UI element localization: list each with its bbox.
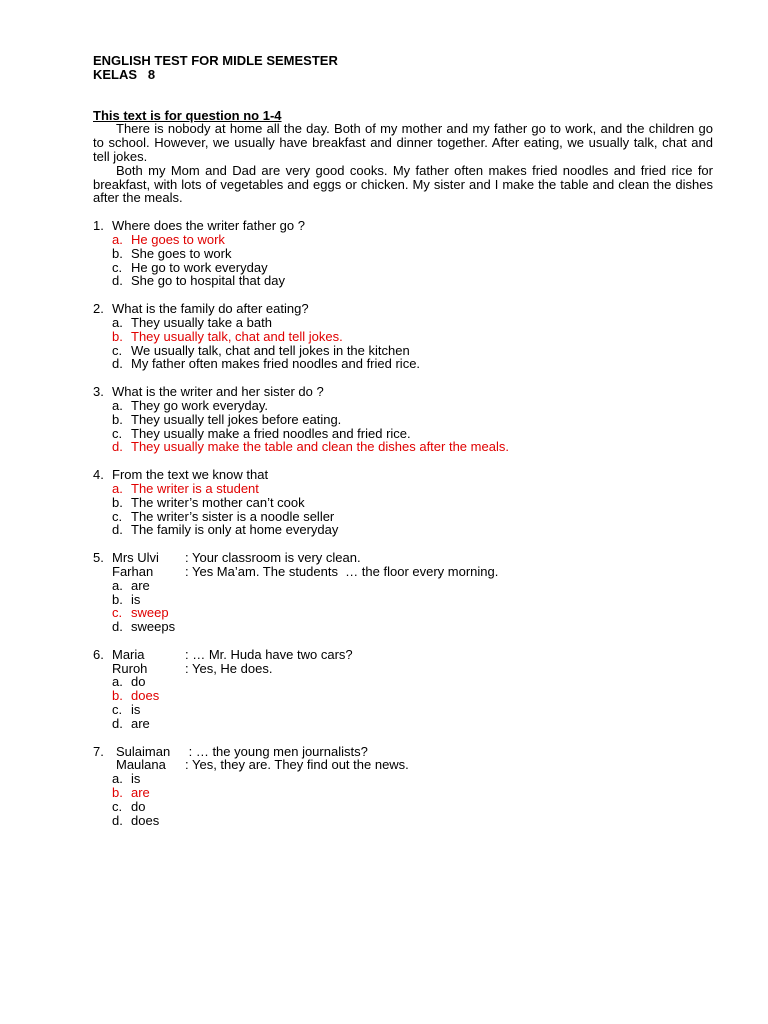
question-6 bbox=[93, 648, 713, 731]
dialog-line: : Yes, they are. They find out the news. bbox=[185, 757, 409, 773]
option-b: b. She goes to work bbox=[112, 245, 232, 261]
question-3 bbox=[93, 385, 713, 454]
question-number: 7. bbox=[93, 743, 104, 759]
option-a: a. is bbox=[112, 771, 141, 787]
option-a: a. are bbox=[112, 577, 150, 593]
test-page bbox=[93, 54, 713, 827]
option-c: c. We usually talk, chat and tell jokes in the kitchen bbox=[112, 342, 410, 358]
question-number: 2. bbox=[93, 301, 104, 317]
option-a-answer: a. The writer is a student bbox=[112, 480, 259, 496]
dialog-line: : … the young men journalists? bbox=[185, 743, 368, 759]
dialog-speaker: Ruroh bbox=[112, 660, 148, 676]
question-number: 3. bbox=[93, 384, 104, 400]
question-4 bbox=[93, 468, 713, 537]
question-text: From the text we know that bbox=[112, 467, 269, 483]
question-text: What is the family do after eating? bbox=[112, 301, 309, 317]
dialog-line: : Yes Ma’am. The students … the floor every morning. bbox=[185, 563, 499, 579]
option-b: b. is bbox=[112, 591, 141, 607]
option-b-answer: b. are bbox=[112, 785, 150, 801]
option-a: a. do bbox=[112, 674, 146, 690]
option-c: c. is bbox=[112, 702, 141, 718]
question-7 bbox=[93, 745, 713, 828]
class-label: KELAS 8 bbox=[93, 66, 156, 82]
option-c: c. do bbox=[112, 798, 146, 814]
option-b: b. They usually tell jokes before eating. bbox=[112, 411, 342, 427]
option-c: c. The writer’s sister is a noodle seller bbox=[112, 508, 335, 524]
option-c: c. They usually make a fried noodles and fried rice. bbox=[112, 425, 411, 441]
question-1 bbox=[93, 219, 713, 288]
section-heading: This text is for question no 1-4 bbox=[93, 107, 282, 123]
option-d: d. She go to hospital that day bbox=[112, 273, 285, 289]
question-5 bbox=[93, 551, 713, 634]
question-number: 4. bbox=[93, 467, 104, 483]
question-number: 1. bbox=[93, 218, 104, 234]
question-number: 6. bbox=[93, 646, 104, 662]
question-text: Where does the writer father go ? bbox=[112, 218, 305, 234]
question-number: 5. bbox=[93, 550, 104, 566]
option-b-answer: b. does bbox=[112, 688, 160, 704]
option-d: d. My father often makes fried noodles and fried rice. bbox=[112, 356, 421, 372]
option-a-answer: a. He goes to work bbox=[112, 231, 225, 247]
dialog-line: : … Mr. Huda have two cars? bbox=[185, 646, 353, 662]
dialog-speaker: Farhan bbox=[112, 563, 154, 579]
dialog-speaker: Maulana bbox=[116, 757, 166, 773]
question-2 bbox=[93, 302, 713, 371]
dialog-speaker: Mrs Ulvi bbox=[112, 550, 159, 566]
reading-paragraph: Both my Mom and Dad are very good cooks. My father often makes fried noodles and fried rice for breakfast, with lots of vegetables and eggs or chicken. My sister and I make the table and clean the dishes after the meals. bbox=[93, 162, 713, 206]
option-a: a. They usually take a bath bbox=[112, 314, 272, 330]
option-c: c. He go to work everyday bbox=[112, 259, 268, 275]
test-title: ENGLISH TEST FOR MIDLE SEMESTER bbox=[93, 53, 338, 68]
option-d: d. sweeps bbox=[112, 619, 176, 635]
dialog-speaker: Maria bbox=[112, 646, 145, 662]
option-d: d. The family is only at home everyday bbox=[112, 522, 339, 538]
option-a: a. They go work everyday. bbox=[112, 397, 269, 413]
reading-paragraph: There is nobody at home all the day. Both of my mother and my father go to work, and the children go to school. However, we usually have breakfast and dinner together. After eating, we usually talk, chat and tell jokes. bbox=[93, 121, 713, 164]
question-text: What is the writer and her sister do ? bbox=[112, 384, 324, 400]
option-c-answer: c. sweep bbox=[112, 605, 169, 621]
dialog-line: : Your classroom is very clean. bbox=[185, 550, 361, 566]
option-b-answer: b. They usually talk, chat and tell jokes. bbox=[112, 328, 343, 344]
option-d-answer: d. They usually make the table and clean the dishes after the meals. bbox=[112, 439, 509, 455]
dialog-speaker: Sulaiman bbox=[116, 743, 171, 759]
dialog-line: : Yes, He does. bbox=[185, 660, 273, 676]
option-d: d. does bbox=[112, 812, 160, 828]
option-b: b. The writer’s mother can’t cook bbox=[112, 494, 305, 510]
option-d: d. are bbox=[112, 715, 150, 731]
